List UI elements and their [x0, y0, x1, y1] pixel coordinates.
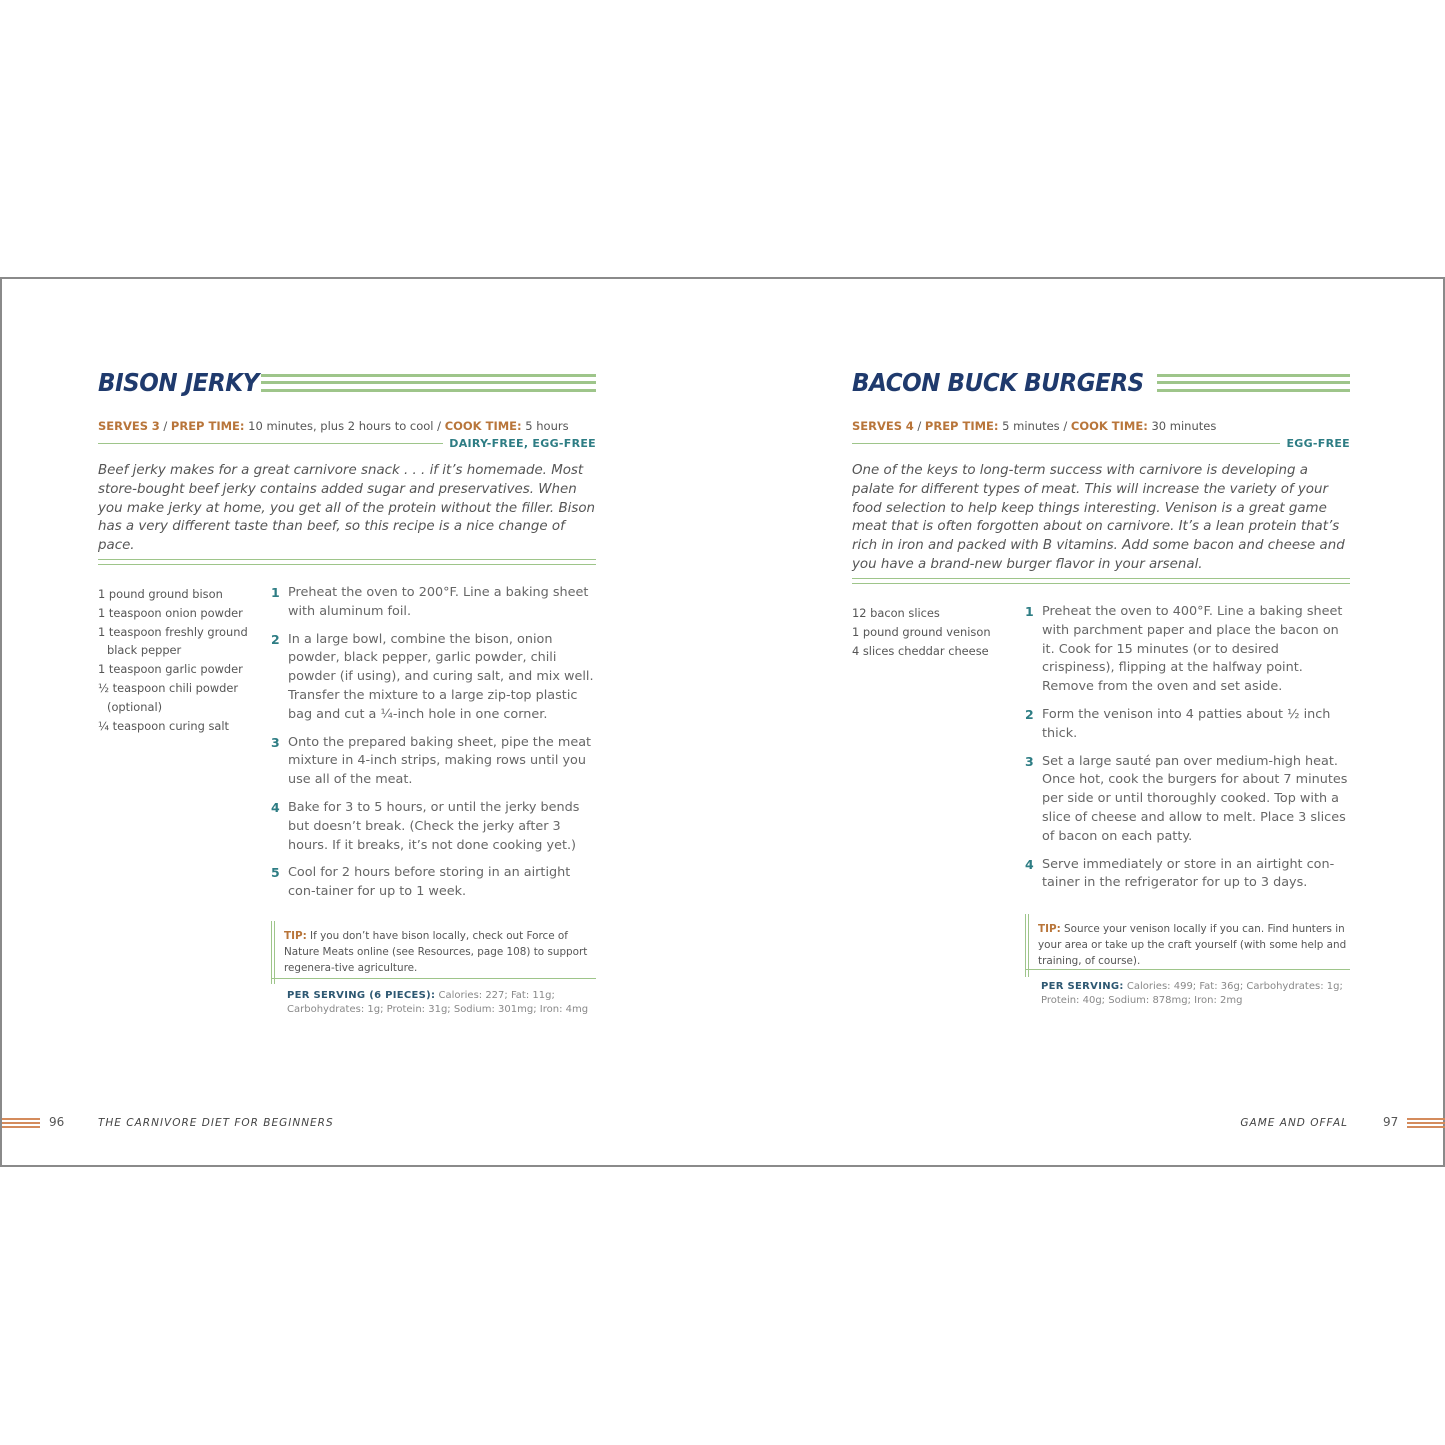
ingredient-item: 1 teaspoon onion powder — [98, 605, 243, 620]
meta-separator: / — [917, 419, 922, 433]
ingredient-item: 12 bacon slices — [852, 606, 940, 620]
ingredient-list — [852, 604, 1012, 660]
folio-decoration — [1407, 1118, 1445, 1128]
step-text: Set a large sauté pan over medium-high heat. Once hot, cook the burgers for about 7 minutes per side or until thoroughly cooked. Top with a slice of cheese and allow to melt. Place 3 slices of bacon on each patty. — [1042, 753, 1348, 844]
tip-text: Source your venison locally if you can. Find hunters in your area or take up the craft yourself (with some help and training, of course). — [1038, 923, 1347, 967]
ingredient-item: ½ teaspoon chili powder (optional) — [98, 680, 239, 714]
step-list — [1025, 603, 1350, 902]
meta-separator: / — [437, 419, 442, 433]
folio-decoration — [2, 1118, 40, 1128]
recipe-intro: Beef jerky makes for a great carnivore snack . . . if it’s homemade. Most store-bought beef jerky contains added sugar and preservatives. When you make jerky at home, you get all of the protein without the filler. Bison has a very different taste than beef, so this recipe is a nice change of pace. — [98, 463, 596, 554]
step-number: 4 — [271, 799, 280, 815]
prep-label: PREP TIME: — [924, 419, 999, 433]
cook-label: COOK TIME: — [444, 419, 522, 433]
serves-value: 4 — [905, 419, 914, 433]
meta-separator: / — [163, 419, 168, 433]
recipe-meta — [852, 419, 1350, 433]
step-text: Cool for 2 hours before storing in an airtight con-tainer for up to 1 week. — [288, 865, 571, 900]
step-item — [271, 734, 596, 790]
ingredient-item: 1 teaspoon freshly ground black pepper — [98, 624, 248, 658]
ingredient-item: 1 pound ground venison — [852, 624, 991, 639]
serves-label: SERVES — [852, 419, 903, 433]
running-footer: GAME AND OFFAL — [1240, 1117, 1348, 1129]
right-page — [852, 279, 1350, 1165]
title-decoration — [1157, 374, 1350, 392]
step-item — [1025, 603, 1350, 697]
step-text: Form the venison into 4 patties about ½ inch thick. — [1042, 706, 1331, 741]
cook-label: COOK TIME: — [1070, 419, 1148, 433]
step-item — [271, 584, 596, 622]
step-number: 2 — [271, 631, 280, 647]
ingredient-item: 1 pound ground bison — [98, 587, 223, 601]
step-number: 1 — [271, 585, 280, 600]
step-text: In a large bowl, combine the bison, onion powder, black pepper, garlic powder, chili powder (if using), and curing salt, and mix well. Transfer the mixture to a large zip-top plastic bag and cut a ¼-inch hole in one corner. — [288, 631, 594, 722]
tip-label: TIP: — [1038, 923, 1061, 935]
nutrition-label: PER SERVING: — [1041, 981, 1124, 992]
step-item — [1025, 706, 1350, 744]
step-item — [1025, 753, 1350, 847]
recipe-intro: One of the keys to long-term success with carnivore is developing a palate for different types of meat. This will increase the variety of your food selection to help keep things interesting. Venison is a great game meat that is often forgotten about on carnivore. It’s a lean protein that’s rich in iron and packed with B vitamins. Add some bacon and cheese and you have a brand-new burger flavor in your arsenal. — [852, 463, 1345, 572]
step-list — [271, 584, 596, 911]
recipe-title: BACON BUCK BURGERS — [852, 368, 1144, 397]
recipe-title-row — [98, 368, 596, 397]
step-item — [271, 799, 596, 855]
nutrition-info — [1041, 980, 1350, 1008]
diet-row — [98, 437, 596, 450]
step-number: 5 — [271, 865, 280, 881]
nutrition-text: Calories: 227; Fat: 11g; Carbohydrates: 1g; Protein: 31g; Sodium: 301mg; Iron: 4mg — [287, 990, 589, 1015]
nutrition-label: PER SERVING (6 PIECES): — [287, 990, 436, 1001]
step-text: Onto the prepared baking sheet, pipe the meat mixture in 4-inch strips, making rows until you use all of the meat. — [288, 734, 592, 788]
prep-value: 10 minutes, plus 2 hours to cool — [248, 419, 434, 433]
tip-rule — [1025, 969, 1350, 970]
ingredient-item: ¼ teaspoon curing salt — [98, 718, 230, 733]
step-text: Preheat the oven to 400°F. Line a baking sheet with parchment paper and place the bacon on it. Cook for 15 minutes (or to desired crispiness), flipping at the halfway point. Remove from the oven and set aside. — [1042, 604, 1343, 695]
step-text: Serve immediately or store in an airtight con-tainer in the refrigerator for up to 3 days. — [1042, 856, 1335, 891]
meta-separator: / — [1063, 419, 1068, 433]
prep-value: 5 minutes — [1002, 419, 1060, 433]
running-footer: THE CARNIVORE DIET FOR BEGINNERS — [98, 1117, 334, 1129]
tip-label: TIP: — [284, 930, 307, 942]
step-number: 2 — [1025, 706, 1034, 722]
ingredient-item: 4 slices cheddar cheese — [852, 643, 989, 658]
tip-box — [271, 921, 596, 984]
step-text: Bake for 3 to 5 hours, or until the jerky bends but doesn’t break. (Check the jerky after 3 hours. If it breaks, it’s not done cooking yet.) — [288, 799, 580, 853]
page-number: 96 — [49, 1115, 65, 1129]
step-item — [1025, 856, 1350, 894]
diet-row — [852, 437, 1350, 450]
recipe-meta — [98, 419, 596, 433]
step-item — [271, 864, 596, 902]
step-number: 3 — [1025, 753, 1034, 769]
recipe-title-row — [852, 368, 1350, 397]
tip-text: If you don’t have bison locally, check out Force of Nature Meats online (see Resources, page 108) to support regenera-tive agriculture. — [284, 930, 588, 974]
cook-value: 30 minutes — [1151, 419, 1217, 433]
serves-value: 3 — [151, 419, 160, 433]
ingredient-list — [98, 585, 258, 735]
section-divider — [852, 578, 1350, 584]
step-item — [271, 631, 596, 725]
book-spread — [0, 277, 1445, 1167]
step-text: Preheat the oven to 200°F. Line a baking sheet with aluminum foil. — [288, 585, 589, 619]
step-number: 1 — [1025, 604, 1034, 619]
diet-tags: DAIRY-FREE, EGG-FREE — [449, 437, 596, 450]
left-page — [98, 279, 596, 1165]
nutrition-info — [287, 989, 596, 1017]
serves-label: SERVES — [98, 419, 149, 433]
title-decoration — [261, 374, 596, 392]
recipe-title: BISON JERKY — [98, 368, 259, 397]
ingredient-item: 1 teaspoon garlic powder — [98, 662, 243, 677]
tip-rule — [271, 978, 596, 979]
nutrition-text: Calories: 499; Fat: 36g; Carbohydrates: 1g; Protein: 40g; Sodium: 878mg; Iron: 2mg — [1041, 981, 1343, 1006]
step-number: 4 — [1025, 856, 1034, 872]
section-divider — [98, 559, 596, 565]
cook-value: 5 hours — [525, 419, 569, 433]
prep-label: PREP TIME: — [170, 419, 245, 433]
diet-tags: EGG-FREE — [1286, 437, 1350, 450]
tip-box — [1025, 914, 1350, 977]
step-number: 3 — [271, 734, 280, 750]
page-number: 97 — [1383, 1115, 1399, 1129]
